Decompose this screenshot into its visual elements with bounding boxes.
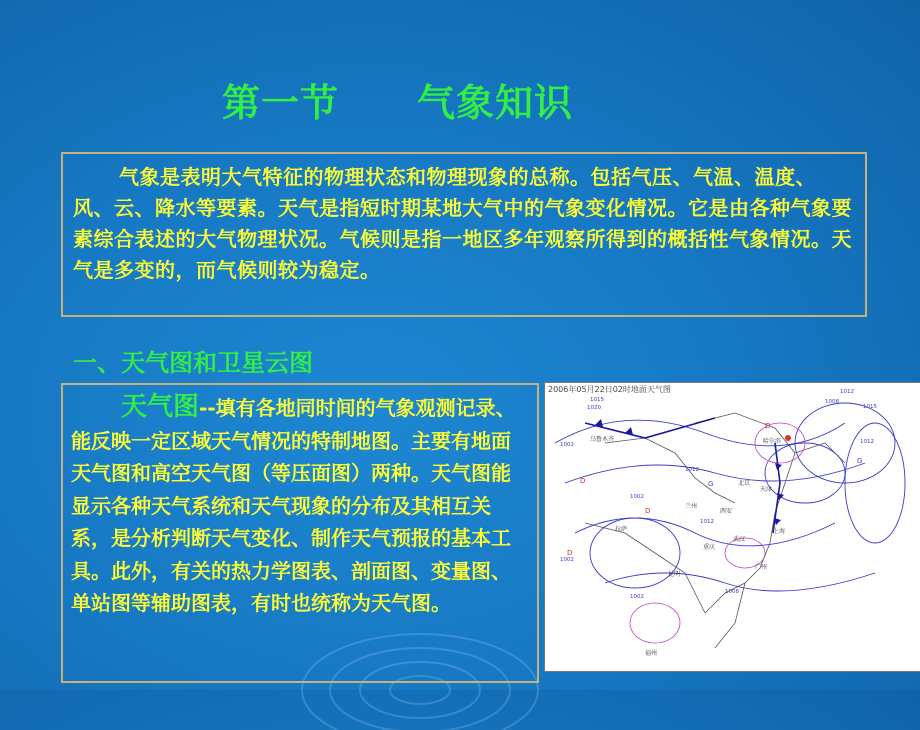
city-label: 哈尔滨 (763, 438, 782, 445)
weather-map-image (544, 382, 920, 672)
city-label: 西安 (720, 508, 733, 515)
definition-body: --填有各地同时间的气象观测记录、能反映一定区域天气情况的特制地图。主要有地面天气图和高空天气图（等压面图）两种。天气图能显示各种天气系统和天气现象的分布及其相互关系，是分析判断天气变化、制作天气预报的基本工具。此外，有关的热力学图表、剖面图、变量图、单站图等辅助图表，有时也统称为天气图。 (71, 396, 516, 615)
isobar-label: 1002 (630, 494, 644, 500)
city-label: 上海 (773, 528, 786, 535)
low-pressure-marker: D (580, 477, 586, 485)
high-pressure-marker: G (708, 480, 714, 488)
isobar-label: 1012 (685, 467, 699, 473)
city-label: 重庆 (703, 544, 716, 551)
isobar-label: 1002 (630, 594, 644, 600)
city-label: 兰州 (685, 503, 698, 510)
intro-text: 气象是表明大气特征的物理状态和物理现象的总称。包括气压、气温、温度、风、云、降水等要素。天气是指短时期某地大气中的气象变化情况。它是由各种气象要素综合表述的大气物理状况。气候则是指一地区多年观察所得到的概括性气象情况。天气是多变的，而气候则较为稳定。 (73, 165, 852, 282)
isobar-label: 1012 (860, 439, 874, 445)
high-pressure-marker: G (857, 457, 863, 465)
low-pressure-marker: D (765, 422, 771, 430)
low-pressure-marker: D (567, 549, 573, 557)
isobar-label: 1012 (840, 389, 854, 395)
isobar-label: 1020 (587, 405, 601, 411)
city-label: 武汉 (733, 536, 746, 543)
city-label: 福州 (645, 650, 658, 657)
isobar-label: 1012 (700, 519, 714, 525)
isobar-label: 1002 (560, 557, 574, 563)
definition-term: 天气图 (121, 392, 200, 422)
slide-title: 第一节 气象知识 (222, 81, 574, 125)
city-label: 天津 (760, 486, 773, 493)
city-label: 广州 (755, 564, 768, 571)
map-caption: 2006年05月22日02时地面天气图 (548, 385, 671, 394)
isobar-label: 1002 (560, 442, 574, 448)
city-label: 乌鲁木齐 (590, 436, 615, 443)
city-label: 拉萨 (615, 526, 628, 533)
city-label: 昆明 (668, 571, 681, 578)
city-label: 北京 (738, 480, 751, 487)
section-heading: 一、天气图和卫星云图 (73, 349, 313, 377)
intro-text-box (61, 152, 867, 317)
weather-map-drawing (545, 383, 920, 671)
isobar-label: 1008 (825, 399, 839, 405)
low-pressure-marker: D (645, 507, 651, 515)
isobar-label: 1015 (590, 397, 604, 403)
isobar-label: 1015 (863, 404, 877, 410)
isobar-label: 1008 (725, 589, 739, 595)
definition-text-box (61, 383, 539, 683)
